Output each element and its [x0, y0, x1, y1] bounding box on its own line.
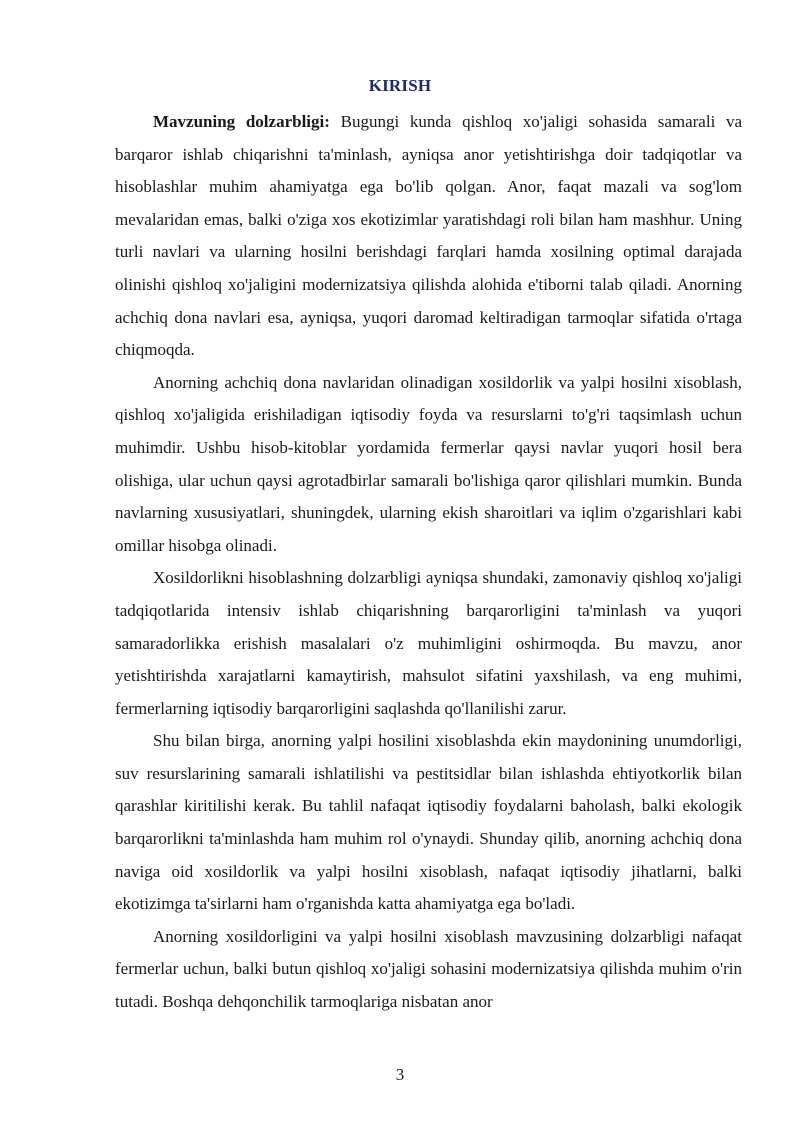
paragraph-text: Shu bilan birga, anorning yalpi hosilini xisoblashda ekin maydonining unumdorligi, suv resurslarining samarali ishlatilishi va pestitsidlar bilan ishlashda ehtiyotkorlik bilan qarashlar kiritilishi kerak. Bu tahlil nafaqat iqtisodiy foydalarni baholash, balki ekologik barqarorlikni ta'minlashda ham muhim rol o'ynaydi. Shunday qilib, anorning achchiq dona naviga oid xosildorlik va yalpi hosilni xisoblash, nafaqat iqtisodiy jihatlarni, balki ekotizimga ta'sirlarni ham o'rganishda katta ahamiyatga ega bo'ladi.: [115, 731, 742, 914]
paragraph-3: [115, 562, 742, 725]
section-title: KIRISH: [368, 76, 432, 95]
paragraph-5: [115, 921, 742, 1019]
paragraph-lead: Mavzuning dolzarbligi:: [153, 112, 330, 131]
paragraph-text: Anorning xosildorligini va yalpi hosilni xisoblash mavzusining dolzarbligi nafaqat fermerlar uchun, balki butun qishloq xo'jaligi sohasini modernizatsiya qilishda muhim o'rin tutadi. Boshqa dehqonchilik tarmoqlariga nisbatan anor: [115, 926, 742, 1012]
paragraph-text: Bugungi kunda qishloq xo'jaligi sohasida samarali va barqaror ishlab chiqarishni ta'minlash, ayniqsa anor yetishtirishga doir tadqiqotlar va hisoblashlar muhim ahamiyatga ega bo'lib qolgan. Anor, faqat mazali va sog'lom mevalaridan emas, balki o'ziga xos ekotizimlar yaratishdagi roli bilan ham mashhur. Uning turli navlari va ularning hosilni berishdagi farqlari hamda xosilning optimal darajada olinishi qishloq xo'jaligini modernizatsiya qilishda alohida e'tiborni talab qiladi. Anorning achchiq dona navlari esa, ayniqsa, yuqori daromad keltiradigan tarmoqlar sifatida o'rtaga chiqmoqda.: [115, 112, 743, 360]
paragraph-text: Xosildorlikni hisoblashning dolzarbligi ayniqsa shundaki, zamonaviy qishloq xo'jaligi tadqiqotlarida intensiv ishlab chiqarishning barqarorligini ta'minlash va yuqori samaradorlikka erishish masalalari o'z muhimligini oshirmoqda. Bu mavzu, anor yetishtirishda xarajatlarni kamaytirish, mahsulot sifatini yaxshilash, va eng muhimi, fermerlarning iqtisodiy barqarorligini saqlashda qo'llanilishi zarur.: [115, 568, 742, 718]
paragraph-4: [115, 725, 742, 921]
paragraph-2: [115, 367, 742, 563]
page-number: 3: [395, 1065, 405, 1084]
paragraph-1: [115, 106, 742, 367]
paragraph-text: Anorning achchiq dona navlaridan olinadigan xosildorlik va yalpi hosilni xisoblash, qishloq xo'jaligida erishiladigan iqtisodiy foyda va resurslarni to'g'ri taqsimlash uchun muhimdir. Ushbu hisob-kitoblar yordamida fermerlar qaysi navlar yuqori hosil bera olishiga, ular uchun qaysi agrotadbirlar samarali bo'lishiga qaror qilishlari mumkin. Bunda navlarning xususiyatlari, shuningdek, ularning ekish sharoitlari va iqlim o'zgarishlari kabi omillar hisobga olinadi.: [115, 372, 742, 555]
body-text: [115, 106, 742, 1019]
